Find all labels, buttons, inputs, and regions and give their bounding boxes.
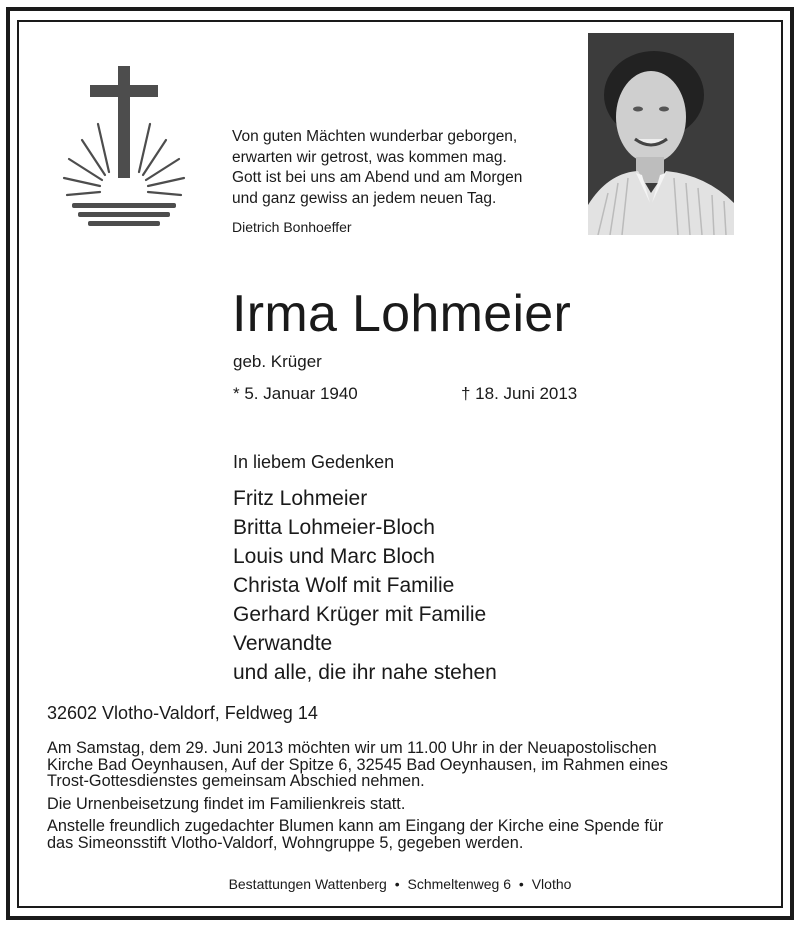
deceased-name: Irma Lohmeier — [232, 285, 572, 343]
service-notice-line: Kirche Bad Oeynhausen, Auf der Spitze 6, 32545 Bad Oeynhausen, im Rahmen eines — [47, 755, 668, 774]
maiden-name: geb. Krüger — [233, 352, 322, 371]
death-date: † 18. Juni 2013 — [461, 384, 578, 403]
mourner: Verwandte — [233, 632, 333, 655]
mourners-list — [233, 484, 497, 687]
mourner: Louis und Marc Bloch — [233, 545, 435, 568]
poem-author: Dietrich Bonhoeffer — [232, 219, 352, 235]
separator: • — [518, 876, 524, 892]
funeral-home-name: Bestattungen Wattenberg — [228, 876, 387, 892]
cross-sun-icon — [60, 62, 190, 232]
mourner: Gerhard Krüger mit Familie — [233, 603, 487, 626]
funeral-home-street: Schmeltenweg 6 — [407, 876, 512, 892]
mourner: Christa Wolf mit Familie — [233, 574, 455, 597]
mourner: Britta Lohmeier-Bloch — [233, 516, 435, 539]
notices — [47, 740, 777, 852]
service-notice-line: Am Samstag, dem 29. Juni 2013 möchten wir um 11.00 Uhr in der Neuapostolischen — [47, 739, 657, 757]
poem — [232, 127, 572, 209]
poem-line: und ganz gewiss an jedem neuen Tag. — [232, 189, 497, 207]
portrait-photo — [588, 33, 734, 235]
poem-line: Gott ist bei uns am Abend und am Morgen — [232, 169, 523, 186]
donation-notice-line: das Simeonsstift Vlotho-Valdorf, Wohngruppe 5, gegeben werden. — [47, 833, 524, 852]
memory-heading: In liebem Gedenken — [233, 452, 395, 472]
family-address: 32602 Vlotho-Valdorf, Feldweg 14 — [47, 703, 318, 723]
birth-date: * 5. Januar 1940 — [233, 384, 358, 403]
mourner: und alle, die ihr nahe stehen — [233, 661, 497, 684]
burial-notice: Die Urnenbeisetzung findet im Familienkreis statt. — [47, 794, 406, 813]
funeral-home-city: Vlotho — [531, 876, 572, 892]
donation-notice-line: Anstelle freundlich zugedachter Blumen kann am Eingang der Kirche eine Spende für — [47, 817, 664, 836]
mourner: Fritz Lohmeier — [233, 487, 368, 510]
poem-line: Von guten Mächten wunderbar geborgen, — [232, 128, 518, 145]
poem-line: erwarten wir getrost, was kommen mag. — [232, 148, 507, 166]
service-notice-line: Trost-Gottesdienstes gemeinsam Abschied nehmen. — [47, 772, 425, 791]
funeral-home-footer — [0, 876, 800, 892]
separator: • — [394, 876, 400, 892]
